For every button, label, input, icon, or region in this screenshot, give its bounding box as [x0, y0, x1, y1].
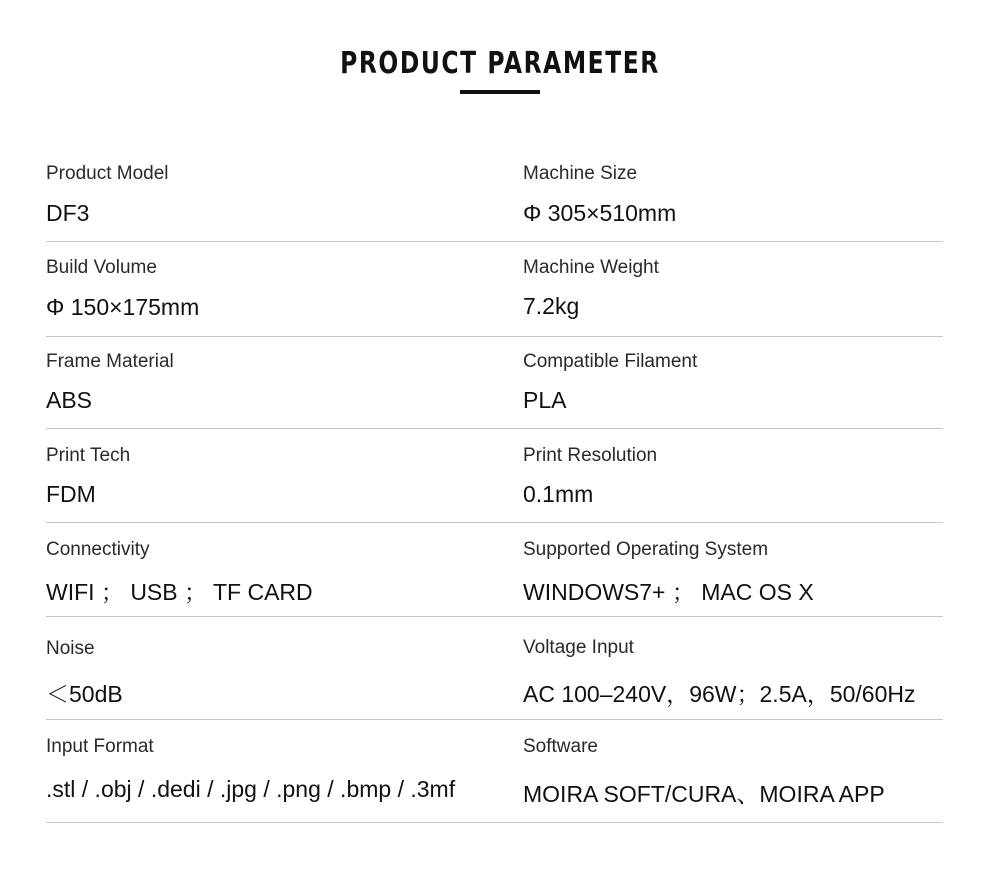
table-row — [46, 242, 943, 337]
title-underline — [460, 90, 540, 94]
parameter-label: Machine Weight — [523, 257, 659, 278]
parameter-label: Build Volume — [46, 257, 157, 278]
parameter-label: Supported Operating System — [523, 539, 769, 560]
parameter-value: FDM — [46, 481, 96, 507]
page-header — [0, 44, 1000, 94]
parameter-value: ABS — [46, 387, 93, 413]
parameter-label: Compatible Filament — [523, 351, 698, 372]
parameter-label: Machine Size — [523, 163, 638, 184]
parameter-value: WINDOWS7+ ； MAC OS X — [523, 579, 814, 605]
parameter-value: 0.1mm — [523, 481, 594, 507]
table-row — [46, 523, 943, 617]
parameter-value: WIFI ； USB ； TF CARD — [46, 579, 313, 605]
parameter-value: 7.2kg — [523, 293, 580, 319]
table-row — [46, 148, 943, 242]
parameter-value: Φ 305×510mm — [523, 200, 677, 226]
parameter-label: Input Format — [46, 736, 154, 757]
parameter-value: MOIRA SOFT/CURA、MOIRA APP — [523, 781, 885, 807]
parameter-value: .stl / .obj / .dedi / .jpg / .png / .bmp / .3mf — [46, 776, 456, 802]
parameter-label: Frame Material — [46, 351, 174, 372]
table-row — [46, 337, 943, 429]
parameter-value: Φ 150×175mm — [46, 294, 200, 320]
table-row — [46, 429, 943, 523]
table-row — [46, 720, 943, 823]
parameter-label: Print Tech — [46, 445, 131, 466]
page-title: PRODUCT PARAMETER — [340, 46, 660, 81]
parameter-value: AC 100–240V，96W；2.5A，50/60Hz — [523, 681, 916, 707]
parameter-label: Connectivity — [46, 539, 150, 560]
parameter-value: PLA — [523, 387, 567, 413]
parameter-label: Voltage Input — [523, 637, 634, 658]
parameter-label: Noise — [46, 638, 95, 659]
parameter-label: Print Resolution — [523, 445, 658, 466]
parameter-table — [46, 148, 943, 823]
parameter-label: Software — [523, 736, 598, 757]
parameter-value: ＜50dB — [46, 681, 123, 707]
parameter-value: DF3 — [46, 200, 90, 226]
parameter-label: Product Model — [46, 163, 169, 184]
table-row — [46, 617, 943, 720]
